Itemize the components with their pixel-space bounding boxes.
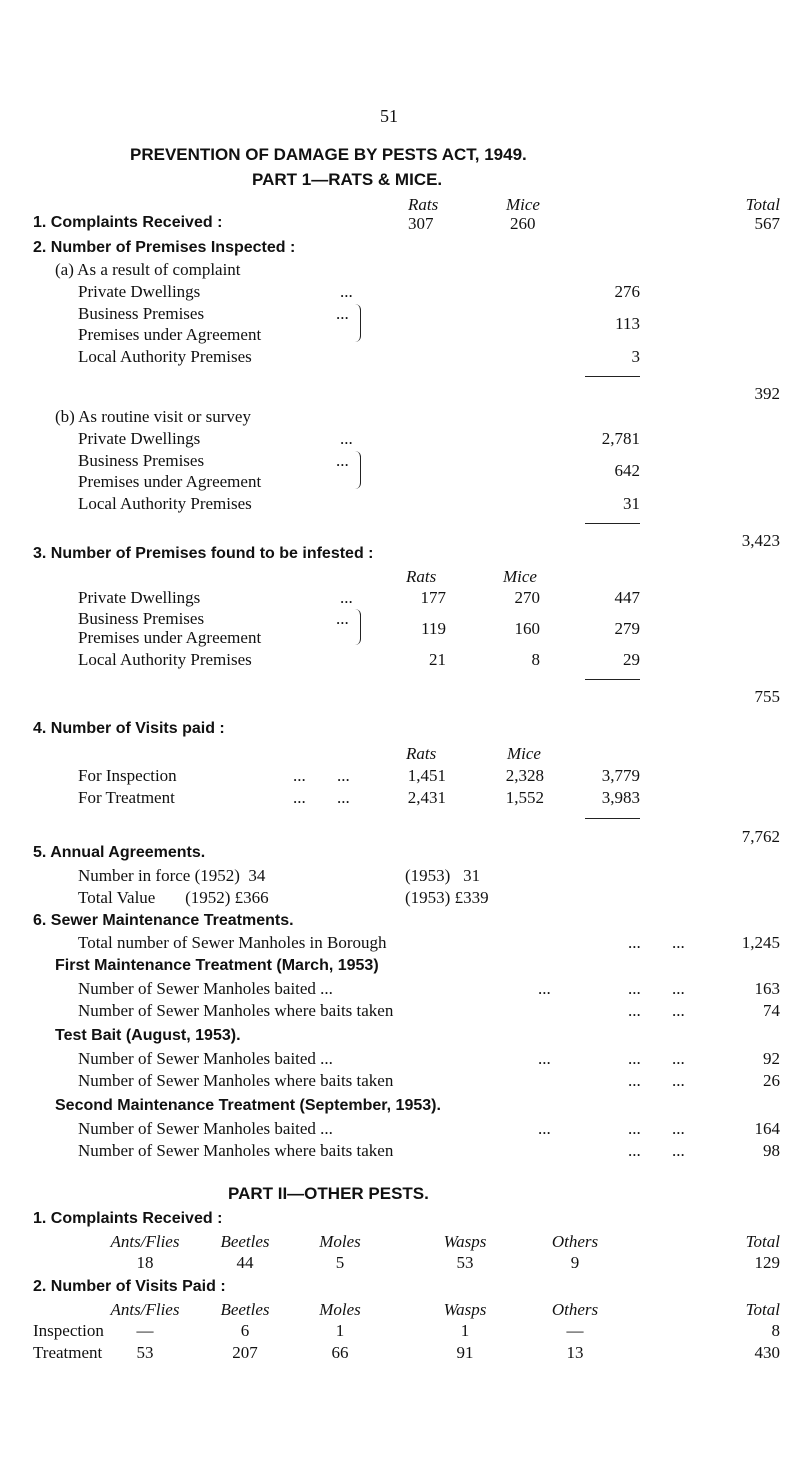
s2b-private-label: Private Dwellings <box>78 429 201 448</box>
dots: ... <box>672 1049 685 1068</box>
s2b-local-value: 31 <box>623 494 640 513</box>
p2-s2-cell: 430 <box>754 1343 780 1362</box>
s6-taken-label: Number of Sewer Manholes where baits taken <box>78 1001 394 1020</box>
section-2-label: 2. Number of Premises Inspected : <box>33 239 296 256</box>
s2b-local-label: Local Authority Premises <box>78 494 252 513</box>
p2-s1-header: Total <box>745 1232 780 1251</box>
brace <box>355 609 361 645</box>
s6-baited-value: 163 <box>754 979 780 998</box>
p2-s2-cell: — <box>136 1321 154 1340</box>
s3-row-label: Private Dwellings <box>78 588 201 607</box>
dots: ... <box>337 766 350 785</box>
p2-s1-header: Ants/Flies <box>110 1232 180 1251</box>
s6-taken-value: 98 <box>763 1141 780 1160</box>
p2-s2-header: Ants/Flies <box>110 1300 180 1319</box>
p2-s1-value: 5 <box>335 1253 345 1272</box>
s3-row-label: Local Authority Premises <box>78 650 252 669</box>
s2a-local-label: Local Authority Premises <box>78 347 252 366</box>
s6-total-value: 1,245 <box>741 933 780 952</box>
s2a-agreement-label: Premises under Agreement <box>78 325 262 344</box>
s4-row-label: For Treatment <box>78 788 175 807</box>
dots: ... <box>336 304 349 323</box>
section-5-label: 5. Annual Agreements. <box>33 844 206 861</box>
s3-row-mice: 270 <box>514 588 540 607</box>
dots: ... <box>672 1071 685 1090</box>
dots: ... <box>538 1049 551 1068</box>
p2-s2-cell: 1 <box>335 1321 345 1340</box>
s2a-business-label: Business Premises <box>78 304 205 323</box>
p2-section-2-label: 2. Number of Visits Paid : <box>33 1278 226 1295</box>
p2-s2-header: Beetles <box>220 1300 270 1319</box>
dots: ... <box>340 588 353 607</box>
p2-s2-header: Moles <box>319 1300 361 1319</box>
p2-s1-value: 44 <box>236 1253 254 1272</box>
dots: ... <box>628 1071 641 1090</box>
s6-taken-value: 26 <box>763 1071 780 1090</box>
part2-heading: PART II—OTHER PESTS. <box>228 1184 429 1203</box>
p2-s2-cell: 91 <box>456 1343 474 1362</box>
s6-taken-value: 74 <box>763 1001 780 1020</box>
s2b-business-value: 642 <box>614 461 640 480</box>
section-6-label: 6. Sewer Maintenance Treatments. <box>33 912 294 929</box>
dots: ... <box>336 609 349 628</box>
p2-s2-cell: 53 <box>136 1343 154 1362</box>
s3-row-rats: 177 <box>420 588 446 607</box>
s3-row-sum: 447 <box>614 588 640 607</box>
s2a-private-value: 276 <box>614 282 640 301</box>
col-header-rats: Rats <box>408 195 439 214</box>
s6-baited-value: 92 <box>763 1049 780 1068</box>
dots: ... <box>336 451 349 470</box>
s3-row-sum: 29 <box>623 650 640 669</box>
s2a-private-label: Private Dwellings <box>78 282 201 301</box>
dots: ... <box>628 1119 641 1138</box>
p2-s1-header: Others <box>551 1232 599 1251</box>
subtotal-rule <box>585 376 640 377</box>
s4-row-rats: 1,451 <box>407 766 446 785</box>
s6-baited-label: Number of Sewer Manholes baited ... <box>78 979 333 998</box>
s3-row-rats: 119 <box>421 619 446 638</box>
s2b-total: 3,423 <box>741 531 780 550</box>
p2-s1-value: 129 <box>754 1253 780 1272</box>
p2-s1-value: 18 <box>136 1253 154 1272</box>
p2-s2-header: Others <box>551 1300 599 1319</box>
brace <box>355 304 361 342</box>
s6-taken-label: Number of Sewer Manholes where baits taken <box>78 1071 394 1090</box>
s3-row-mice: 8 <box>531 650 540 669</box>
s3-row-rats: 21 <box>429 650 446 669</box>
p2-s2-cell: 207 <box>232 1343 258 1362</box>
s2b-label: (b) As routine visit or survey <box>55 407 251 426</box>
p2-s2-header: Wasps <box>443 1300 487 1319</box>
subtotal-rule <box>585 523 640 524</box>
s2a-local-value: 3 <box>631 347 640 366</box>
page-title: PREVENTION OF DAMAGE BY PESTS ACT, 1949. <box>130 145 527 164</box>
s3-row-sum: 279 <box>614 619 640 638</box>
col-header-mice: Mice <box>507 744 541 763</box>
col-header-rats: Rats <box>406 744 437 763</box>
dots: ... <box>293 788 306 807</box>
dots: ... <box>538 979 551 998</box>
s4-row-label: For Inspection <box>78 766 177 785</box>
s2b-business-label: Business Premises <box>78 451 205 470</box>
dots: ... <box>672 1001 685 1020</box>
s3-row-label: Business Premises <box>78 609 205 628</box>
p2-s1-header: Beetles <box>220 1232 270 1251</box>
dots: ... <box>672 1119 685 1138</box>
p2-s1-header: Moles <box>319 1232 361 1251</box>
p2-s1-value: 53 <box>456 1253 474 1272</box>
s5-line1-1952: Number in force (1952) 34 <box>78 866 266 885</box>
s6-group-heading: First Maintenance Treatment (March, 1953) <box>55 957 379 974</box>
s5-line2-1953: (1953) £339 <box>405 888 489 907</box>
s6-total-label: Total number of Sewer Manholes in Borough <box>78 933 387 952</box>
s5-line2-1952: Total Value (1952) £366 <box>78 888 269 907</box>
s5-line1-1953: (1953) 31 <box>405 866 481 885</box>
p2-s2-row-label: Treatment <box>33 1343 103 1362</box>
part1-heading: PART 1—RATS & MICE. <box>252 170 443 189</box>
dots: ... <box>628 1049 641 1068</box>
s2a-label: (a) As a result of complaint <box>55 260 241 279</box>
dots: ... <box>672 979 685 998</box>
dots: ... <box>628 979 641 998</box>
s4-row-mice: 2,328 <box>505 766 544 785</box>
s6-baited-value: 164 <box>754 1119 780 1138</box>
s6-group-heading: Second Maintenance Treatment (September, 1953). <box>55 1097 441 1114</box>
subtotal-rule <box>585 679 640 680</box>
s2a-business-value: 113 <box>615 314 640 333</box>
s2a-total: 392 <box>754 384 780 403</box>
s2b-private-value: 2,781 <box>601 429 640 448</box>
dots: ... <box>672 1141 685 1160</box>
dots: ... <box>293 766 306 785</box>
s4-total: 7,762 <box>741 827 780 846</box>
p2-s2-cell: 13 <box>566 1343 584 1362</box>
s4-row-mice: 1,552 <box>505 788 544 807</box>
subtotal-rule <box>585 818 640 819</box>
s3-row-label2: Premises under Agreement <box>78 628 262 647</box>
p2-s2-row-label: Inspection <box>33 1321 104 1340</box>
col-header-total: Total <box>745 195 780 214</box>
section-4-label: 4. Number of Visits paid : <box>33 720 225 737</box>
dots: ... <box>628 1141 641 1160</box>
dots: ... <box>628 1001 641 1020</box>
p2-s2-header: Total <box>745 1300 780 1319</box>
s3-total: 755 <box>754 687 780 706</box>
dots: ... <box>628 933 641 952</box>
section-3-label: 3. Number of Premises found to be infested : <box>33 545 374 562</box>
p2-s2-cell: — <box>566 1321 584 1340</box>
p2-s1-value: 9 <box>570 1253 580 1272</box>
s3-row-mice: 160 <box>514 619 540 638</box>
section-1-label: 1. Complaints Received : <box>33 214 223 231</box>
s4-row-sum: 3,779 <box>601 766 640 785</box>
p2-section-1-label: 1. Complaints Received : <box>33 1210 223 1227</box>
dots: ... <box>340 429 353 448</box>
dots: ... <box>340 282 353 301</box>
p2-s2-cell: 66 <box>331 1343 349 1362</box>
s2b-agreement-label: Premises under Agreement <box>78 472 262 491</box>
s4-row-rats: 2,431 <box>407 788 446 807</box>
dots: ... <box>538 1119 551 1138</box>
col-header-mice: Mice <box>503 567 537 586</box>
col-header-rats: Rats <box>406 567 437 586</box>
dots: ... <box>337 788 350 807</box>
p2-s2-cell: 6 <box>240 1321 250 1340</box>
s1-rats: 307 <box>408 214 434 233</box>
dots: ... <box>672 933 685 952</box>
p2-s2-cell: 8 <box>771 1321 780 1340</box>
s4-row-sum: 3,983 <box>601 788 640 807</box>
s6-baited-label: Number of Sewer Manholes baited ... <box>78 1119 333 1138</box>
p2-s1-header: Wasps <box>443 1232 487 1251</box>
s6-taken-label: Number of Sewer Manholes where baits taken <box>78 1141 394 1160</box>
p2-s2-cell: 1 <box>460 1321 470 1340</box>
col-header-mice: Mice <box>506 195 540 214</box>
s6-group-heading: Test Bait (August, 1953). <box>55 1027 241 1044</box>
s1-total: 567 <box>754 214 780 233</box>
s1-mice: 260 <box>510 214 536 233</box>
brace <box>355 451 361 489</box>
page-number: 51 <box>380 106 398 126</box>
s6-baited-label: Number of Sewer Manholes baited ... <box>78 1049 333 1068</box>
